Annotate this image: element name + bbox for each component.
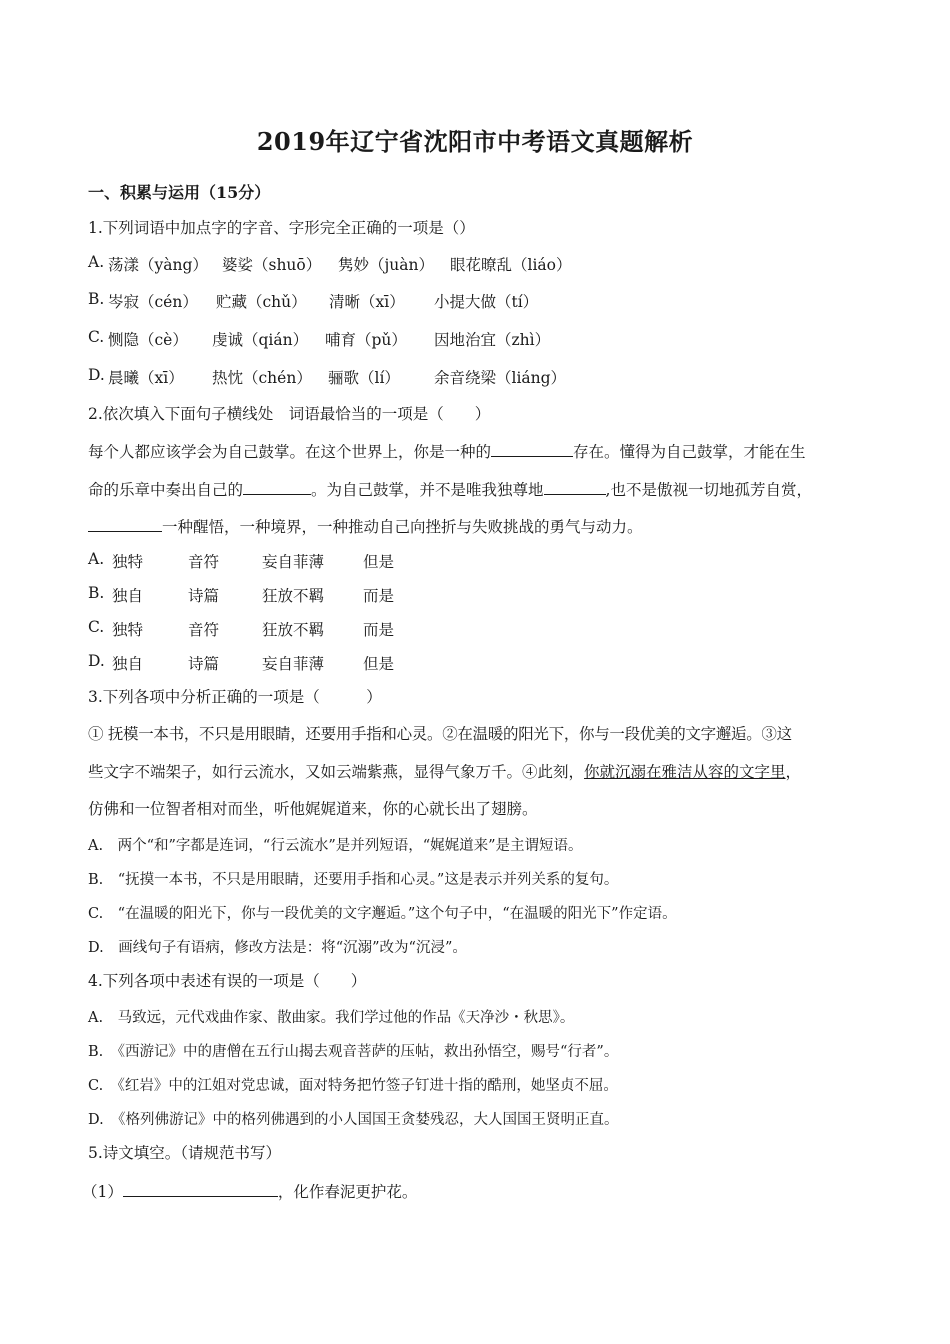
fill-blank-1 xyxy=(491,440,573,457)
option-word: 诗篇 xyxy=(188,655,220,673)
q3-option-b: B. “抚摸一本书，不只是用眼睛，还要用手指和心灵。”这是表示并列关系的复句。 xyxy=(88,872,619,888)
q3-passage-line-1: ① 抚模一本书，不只是用眼睛，还要用手指和心灵。②在温暖的阳光下，你与一段优美的文字邂逅。③这 xyxy=(88,725,792,743)
fill-blank-2 xyxy=(243,478,311,495)
question-1-stem: 1.下列词语中加点字的字音、字形完全正确的一项是（） xyxy=(88,219,475,237)
option-word: 独特 xyxy=(112,553,144,571)
option-word: 贮藏（chǔ） xyxy=(216,293,307,311)
option-word: 岑寂（cén） xyxy=(108,293,198,311)
option-word: 热忱（chén） xyxy=(212,369,312,387)
option-word: 骊歌（lí） xyxy=(328,369,400,387)
q4-option-b: B. 《西游记》中的唐僧在五行山揭去观音菩萨的压帖，救出孙悟空，赐号“行者”。 xyxy=(88,1044,619,1060)
option-word: 妄自菲薄 xyxy=(262,655,325,673)
passage-text: 存在。懂得为自己鼓掌，才能在生 xyxy=(573,443,806,461)
q3-passage-line-2 xyxy=(88,760,801,782)
option-word: 清晰（xī） xyxy=(329,293,405,311)
option-word: 荡漾（yàng） xyxy=(108,256,208,274)
option-word: 哺育（pǔ） xyxy=(325,331,407,349)
q2-passage-line-2 xyxy=(88,478,812,500)
passage-text: ， xyxy=(785,763,802,781)
option-word: 音符 xyxy=(188,553,220,571)
option-word: 狂放不羁 xyxy=(262,621,325,639)
fill-blank-3 xyxy=(544,478,606,495)
q5-item-1 xyxy=(82,1180,417,1202)
option-word: 因地治宜（zhì） xyxy=(434,331,551,349)
fill-blank-4 xyxy=(88,515,162,532)
question-4-stem: 4.下列各项中表述有误的一项是（ ） xyxy=(88,972,367,990)
q3-passage-line-3: 仿佛和一位智者相对而坐，听他娓娓道来，你的心就长出了翅膀。 xyxy=(88,800,538,818)
question-2-stem: 2.依次填入下面句子横线处 词语最恰当的一项是（ ） xyxy=(88,405,491,423)
option-word: 隽妙（juàn） xyxy=(338,256,435,274)
passage-text: 一种醒悟，一种境界，一种推动自己向挫折与失败挑战的勇气与动力。 xyxy=(162,518,643,536)
q4-option-d: D. 《格列佛游记》中的格列佛遇到的小人国国王贪婪残忍，大人国国王贤明正直。 xyxy=(88,1112,619,1128)
item-label: （1） xyxy=(82,1183,123,1201)
option-word: 而是 xyxy=(363,587,395,605)
option-word: 而是 xyxy=(363,621,395,639)
option-word: 婆娑（shuō） xyxy=(222,256,322,274)
option-word: 独特 xyxy=(112,621,144,639)
q2-passage-line-3 xyxy=(88,515,643,537)
option-word: 独自 xyxy=(112,655,144,673)
page-title: 2019年辽宁省沈阳市中考语文真题解析 xyxy=(256,127,694,156)
underlined-sentence: 你就沉溺在雅洁从容的文字里 xyxy=(584,763,786,781)
option-label: A. xyxy=(88,550,105,568)
option-word: 狂放不羁 xyxy=(262,587,325,605)
q4-option-a: A. 马致远，元代戏曲作家、散曲家。我们学过他的作品《天净沙・秋思》。 xyxy=(88,1010,575,1026)
option-word: 但是 xyxy=(363,553,395,571)
passage-text: 。为自己鼓掌，并不是唯我独尊地 xyxy=(311,481,544,499)
option-label: D. xyxy=(88,652,105,670)
option-word: 余音绕梁（liáng） xyxy=(434,369,567,387)
section-heading: 一、积累与运用（15分） xyxy=(88,183,271,202)
option-word: 眼花暸乱（liáo） xyxy=(450,256,572,274)
poem-text: ，化作春泥更护花。 xyxy=(277,1183,418,1201)
option-word: 诗篇 xyxy=(188,587,220,605)
q3-option-a: A. 两个“和”字都是连词，“行云流水”是并列短语，“娓娓道来”是主谓短语。 xyxy=(88,838,583,854)
passage-text: 些文字不端架子，如行云流水，又如云端紫燕，显得气象万千。④此刻， xyxy=(88,763,585,781)
option-label: C. xyxy=(88,618,105,636)
option-label: B. xyxy=(88,290,105,308)
option-word: 晨曦（xī） xyxy=(108,369,184,387)
question-5-stem: 5.诗文填空。（请规范书写） xyxy=(88,1144,282,1162)
q2-passage-line-1 xyxy=(88,440,806,462)
option-label: C. xyxy=(88,328,105,346)
q3-option-d: D. 画线句子有语病，修改方法是：将“沉溺”改为“沉浸”。 xyxy=(88,940,467,956)
option-word: 妄自菲薄 xyxy=(262,553,325,571)
option-word: 虔诚（qián） xyxy=(212,331,309,349)
fill-blank-poem xyxy=(123,1180,278,1197)
option-label: D. xyxy=(88,366,105,384)
option-word: 恻隐（cè） xyxy=(108,331,188,349)
option-word: 独自 xyxy=(112,587,144,605)
q3-option-c: C. “在温暖的阳光下，你与一段优美的文字邂逅。”这个句子中，“在温暖的阳光下”作定语。 xyxy=(88,906,677,922)
option-word: 音符 xyxy=(188,621,220,639)
option-word: 小提大做（tí） xyxy=(434,293,539,311)
passage-text: 命的乐章中奏出自己的 xyxy=(88,481,244,499)
passage-text: 每个人都应该学会为自己鼓掌。在这个世界上，你是一种的 xyxy=(88,443,492,461)
option-word: 但是 xyxy=(363,655,395,673)
passage-text: ,也不是傲视一切地孤芳自赏， xyxy=(605,481,812,499)
question-3-stem: 3.下列各项中分析正确的一项是（ ） xyxy=(88,688,382,706)
option-label: B. xyxy=(88,584,105,602)
option-label: A. xyxy=(88,253,105,271)
q4-option-c: C. 《红岩》中的江姐对党忠诚，面对特务把竹签子钉进十指的酷刑，她坚贞不屈。 xyxy=(88,1078,618,1094)
